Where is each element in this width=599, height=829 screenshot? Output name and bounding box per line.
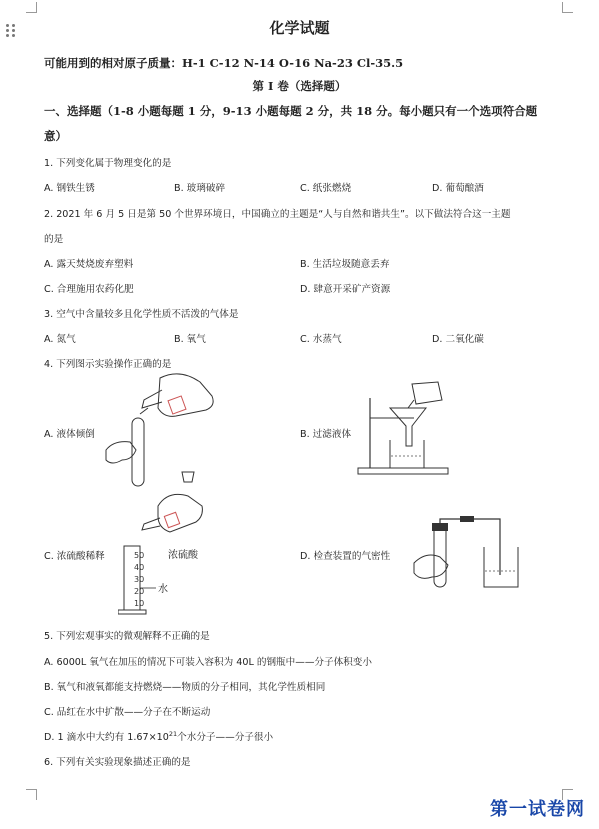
volume-heading: 第 I 卷（选择题） [252,79,347,93]
question-4-option-a: A. 液体倾倒 [44,429,95,440]
page-title: 化学试题 [269,19,330,37]
question-5-option-a: A. 6000L 氧气在加压的情况下可装入容积为 40L 的钢瓶中——分子体积变小 [44,657,372,668]
section-heading-cont: 意） [44,129,67,143]
question-5-stem: 5. 下列宏观事实的微观解释不正确的是 [44,631,210,642]
question-4-option-b: B. 过滤液体 [300,429,352,440]
atomic-masses: 可能用到的相对原子质量：H-1 C-12 N-14 O-16 Na-23 Cl-35.5 [44,56,404,70]
question-1-option-b: B. 玻璃破碎 [174,183,226,194]
question-4-option-d: D. 检查装置的气密性 [300,551,391,562]
question-2-option-c: C. 合理施用农药化肥 [44,284,134,295]
cylinder-mark-20: 20 [134,587,145,596]
question-1-option-a: A. 钢铁生锈 [44,183,95,194]
question-5-option-d-suffix: 个水分子——分子很小 [177,732,274,743]
question-1-option-c: C. 纸张燃烧 [300,183,352,194]
cylinder-mark-50: 50 [134,551,145,560]
question-2-option-b: B. 生活垃圾随意丢弃 [300,259,390,270]
crop-mark-top-left [26,2,37,13]
question-2-stem-cont: 的是 [44,234,64,245]
figure-airtightness-check [410,515,540,595]
question-3-option-d: D. 二氧化碳 [432,334,484,345]
question-5-option-d-prefix: D. 1 滴水中大约有 1.67×10 [44,732,169,743]
figure-filtration [350,378,460,478]
question-1-option-d: D. 葡萄酿酒 [432,183,484,194]
question-4-option-c: C. 浓硫酸稀释 [44,551,105,562]
cylinder-mark-40: 40 [134,563,145,572]
question-3-option-c: C. 水蒸气 [300,334,342,345]
question-2-option-a: A. 露天焚烧废弃塑料 [44,259,134,270]
crop-mark-top-right [562,2,573,13]
question-5-option-d [44,729,273,743]
question-1-stem: 1. 下列变化属于物理变化的是 [44,158,172,169]
question-3-stem: 3. 空气中含量较多且化学性质不活泼的气体是 [44,309,239,320]
question-2-option-d: D. 肆意开采矿产资源 [300,284,391,295]
cylinder-mark-10: 10 [134,599,145,608]
watermark-logo: 第一试卷网 [490,799,585,820]
question-3-option-b: B. 氧气 [174,334,206,345]
question-3-option-a: A. 氮气 [44,334,76,345]
question-5-option-d-exponent: 21 [168,729,178,738]
label-water: 水 [158,584,168,595]
question-2-stem: 2. 2021 年 6 月 5 日是第 50 个世界环境日，中国确立的主题是“人与自然和谐共生”。以下做法符合这一主题 [44,209,511,220]
crop-mark-bottom-left [26,789,37,800]
question-5-option-b: B. 氧气和液氧都能支持燃烧——物质的分子相同，其化学性质相同 [44,682,326,693]
cylinder-mark-30: 30 [134,575,145,584]
question-6-stem: 6. 下列有关实验现象描述正确的是 [44,757,191,768]
section-heading: 一、选择题（1-8 小题每题 1 分，9-13 小题每题 2 分，共 18 分。每小题只有一个选项符合题 [44,104,538,118]
question-4-stem: 4. 下列图示实验操作正确的是 [44,359,172,370]
label-concentrated-acid: 浓硫酸 [168,550,198,561]
figure-acid-dilution [118,488,243,618]
question-5-option-c: C. 品红在水中扩散——分子在不断运动 [44,707,211,718]
figure-liquid-pouring [100,368,220,496]
